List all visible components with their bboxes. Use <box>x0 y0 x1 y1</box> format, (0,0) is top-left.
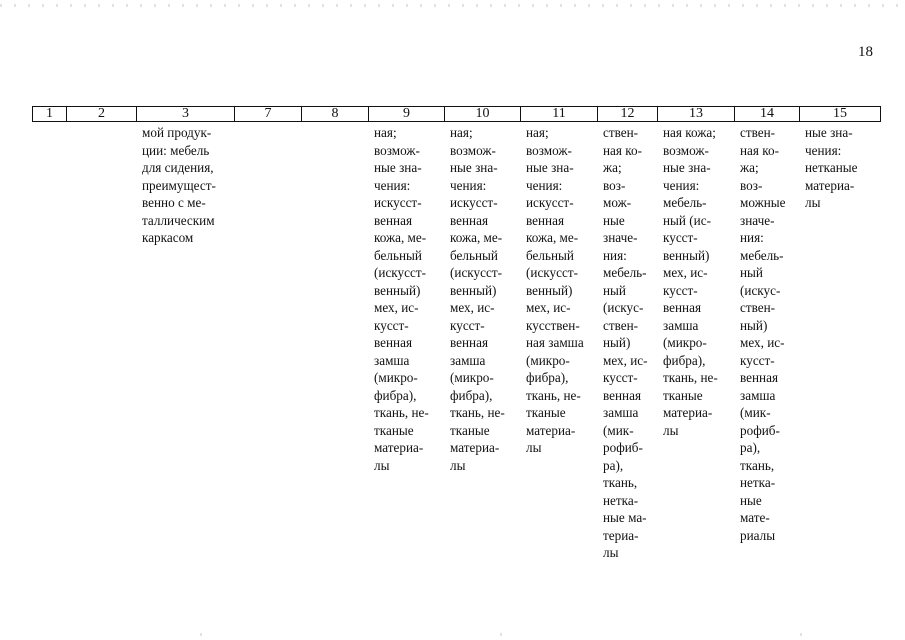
cell-text: ная; возмож- ные зна- чения: искусст- венная кожа, ме- бельный (искусст- венный) мех, ис- кусствен- ная замша (микро- фибра), ткань, не- тканые материа- лы <box>526 125 584 455</box>
page-number: 18 <box>858 44 873 60</box>
table-cell <box>658 122 735 562</box>
column-header: 13 <box>658 107 735 122</box>
cell-text: ная кожа; возмож- ные зна- чения: мебель- ный (ис- кусст- венный) мех, ис- кусст- венная замша (микро- фибра), ткань, не- тканые материа- лы <box>663 125 718 438</box>
cell-text: мой продук- ции: мебель для сидения, преимущест- венно с ме- таллическим каркасом <box>142 125 216 245</box>
table-cell <box>800 122 881 562</box>
table-cell <box>235 122 302 562</box>
table-cell <box>302 122 369 562</box>
column-header: 1 <box>33 107 67 122</box>
column-header: 11 <box>521 107 598 122</box>
data-table <box>32 106 881 562</box>
table-cell <box>33 122 67 562</box>
cell-text: ная; возмож- ные зна- чения: искусст- венная кожа, ме- бельный (искусст- венный) мех, ис- кусст- венная замша (микро- фибра), ткань, не- тканые материа- лы <box>450 125 505 473</box>
column-header: 2 <box>67 107 137 122</box>
table-cell <box>445 122 521 562</box>
table-row <box>33 122 881 562</box>
column-header: 3 <box>137 107 235 122</box>
cell-text: ствен- ная ко- жа; воз- можные значе- ния: мебель- ный (искус- ствен- ный) мех, ис- кусст- венная замша (мик- рофиб- ра), ткань, нетка- ные мате- риалы <box>740 125 786 543</box>
column-header: 12 <box>598 107 658 122</box>
table-header-row <box>33 107 881 122</box>
table-cell <box>369 122 445 562</box>
column-header: 7 <box>235 107 302 122</box>
table-cell <box>67 122 137 562</box>
column-header: 10 <box>445 107 521 122</box>
column-header: 8 <box>302 107 369 122</box>
column-header: 14 <box>735 107 800 122</box>
table-cell <box>137 122 235 562</box>
cell-text: ствен- ная ко- жа; воз- мож- ные значе- ния: мебель- ный (искус- ствен- ный) мех, ис- кусст- венная замша (мик- рофиб- ра), ткань, нетка- ные ма- териа- лы <box>603 125 648 560</box>
column-header: 9 <box>369 107 445 122</box>
cell-text: ные зна- чения: нетканые материа- лы <box>805 125 858 210</box>
column-header: 15 <box>800 107 881 122</box>
table-cell <box>735 122 800 562</box>
scan-artifact-top <box>0 4 905 7</box>
cell-text: ная; возмож- ные зна- чения: искусст- венная кожа, ме- бельный (искусст- венный) мех, ис- кусст- венная замша (микро- фибра), ткань, не- тканые материа- лы <box>374 125 429 473</box>
table-cell <box>598 122 658 562</box>
scan-artifact-bottom <box>0 633 900 636</box>
table-cell <box>521 122 598 562</box>
